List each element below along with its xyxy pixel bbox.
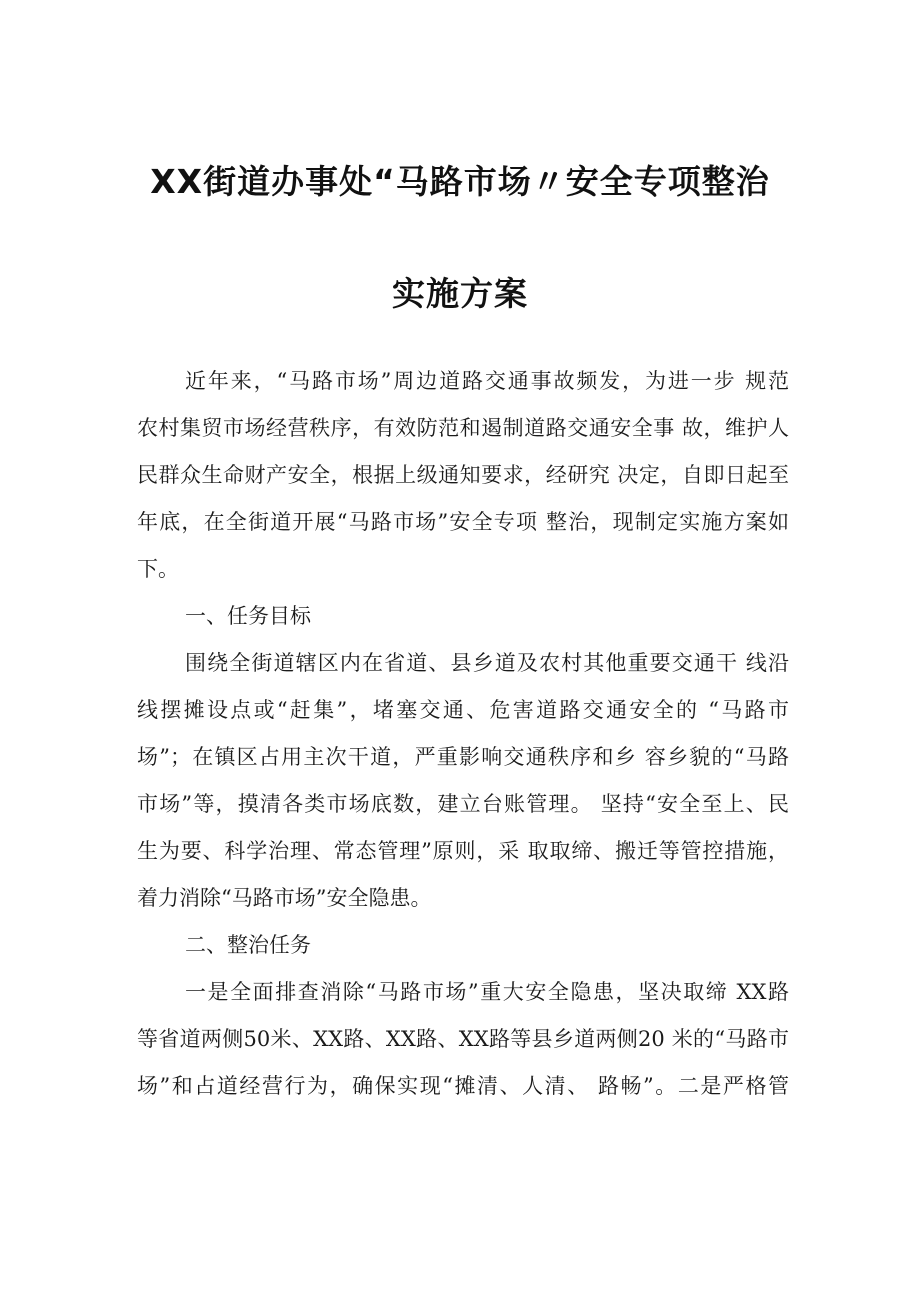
paragraph-line: 场”和占道经营行为，确保实现“摊清、人清、 路畅”。二是严格管	[137, 1074, 789, 1098]
paragraph-line: 等省道两侧50米、XX路、XX路、XX路等县乡道两侧20 米的“马路市	[137, 1027, 789, 1051]
section-heading: 一、任务目标	[185, 604, 311, 628]
document-title-line-2: 实施方案	[392, 274, 528, 313]
paragraph-line: 场”；在镇区占用主次干道，严重影响交通秩序和乡 容乡貌的“马路	[137, 745, 789, 769]
paragraph-line: 市场”等，摸清各类市场底数，建立台账管理。 坚持“安全至上、民	[137, 792, 789, 816]
paragraph-line: 围绕全街道辖区内在省道、县乡道及农村其他重要交通干 线沿	[185, 651, 789, 675]
paragraph-line: 民群众生命财产安全，根据上级通知要求，经研究 决定，自即日起至	[137, 463, 789, 487]
paragraph-line: 农村集贸市场经营秩序，有效防范和遏制道路交通安全事 故，维护人	[137, 416, 789, 440]
paragraph-line: 下。	[137, 557, 179, 581]
section-heading: 二、整治任务	[185, 933, 311, 957]
paragraph-line: 线摆摊设点或“赶集”，堵塞交通、危害道路交通安全的 “马路市	[137, 698, 789, 722]
document-title-line-1: XX街道办事处“马路市场〃安全专项整治	[150, 162, 770, 201]
paragraph-line: 生为要、科学治理、常态管理”原则，采 取取缔、搬迁等管控措施，	[137, 839, 789, 863]
document-body	[137, 358, 789, 1110]
paragraph-line: 近年来，“马路市场”周边道路交通事故频发，为进一步 规范	[185, 369, 789, 393]
paragraph-line: 一是全面排查消除“马路市场”重大安全隐患，坚决取缔 XX路	[185, 980, 789, 1004]
paragraph-line: 年底，在全街道开展“马路市场”安全专项 整治，现制定实施方案如	[137, 510, 789, 534]
paragraph-line: 着力消除“马路市场”安全隐患。	[137, 886, 432, 910]
